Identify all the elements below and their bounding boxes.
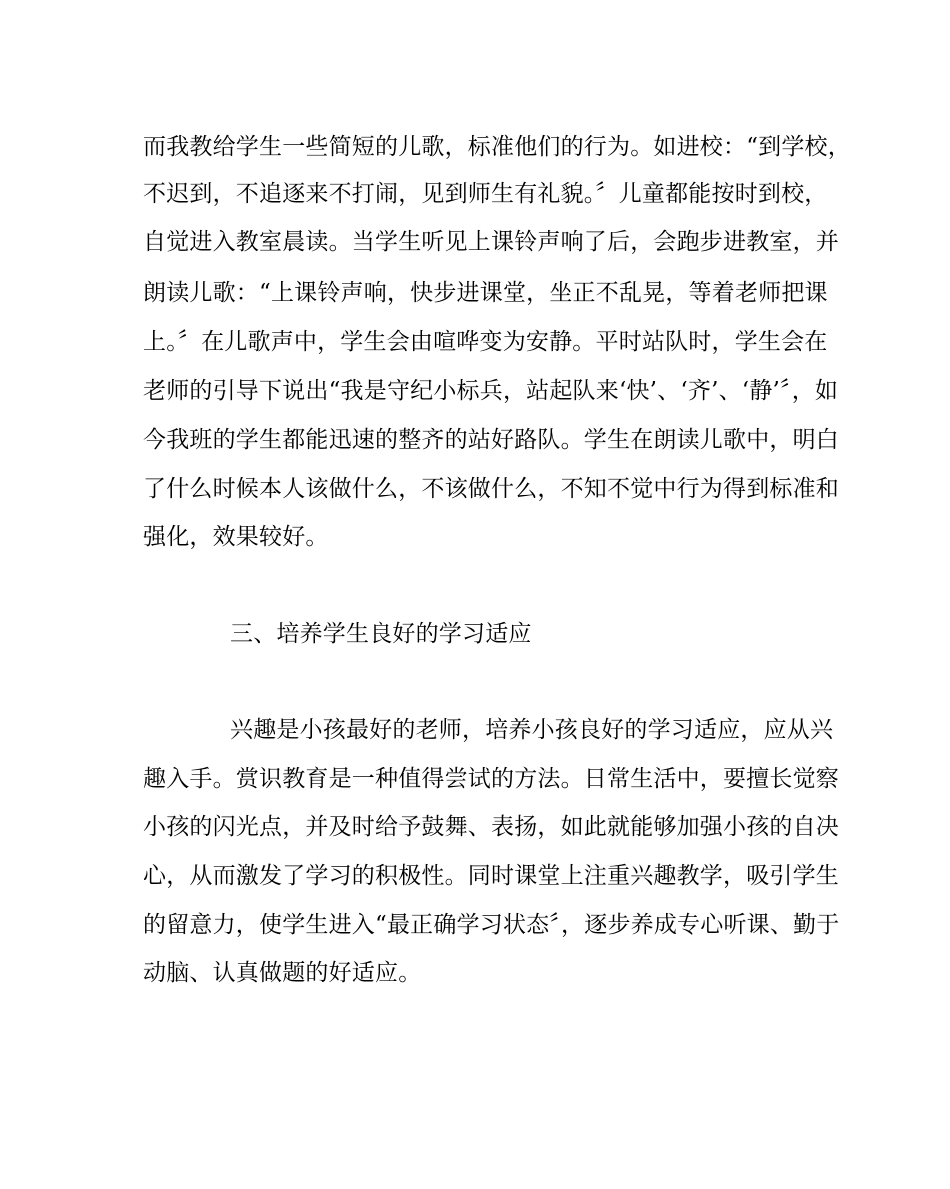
paragraph-2-line-4: 心，从而激发了学习的积极性。同时课堂上注重兴趣教学，吸引学生 xyxy=(143,863,839,889)
paragraph-1-line-5: 上。〞在儿歌声中，学生会由喧哗变为安静。平时站队时，学生会在 xyxy=(143,329,828,355)
paragraph-1-line-6: 老师的引导下说出“我是守纪小标兵，站起队来‘快’、‘齐’、‘静’〞，如 xyxy=(143,378,839,404)
paragraph-1-line-4: 朗读儿歌：“上课铃声响，快步进课堂，坐正不乱晃，等着老师把课 xyxy=(143,280,828,306)
paragraph-2-line-3: 小孩的闪光点，并及时给予鼓舞、表扬，如此就能够加强小孩的自决 xyxy=(143,814,839,840)
paragraph-2-line-2: 趣入手。赏识教育是一种值得尝试的方法。日常生活中，要擅长觉察 xyxy=(143,766,839,792)
paragraph-1-line-1: 而我教给学生一些简短的儿歌，标准他们的行为。如进校：“到学校， xyxy=(143,134,851,160)
paragraph-1-line-3: 自觉进入教室晨读。当学生听见上课铃声响了后，会跑步进教室，并 xyxy=(143,229,839,255)
paragraph-2-line-6: 动脑、认真做题的好适应。 xyxy=(143,960,422,986)
section-heading: 三、培养学生良好的学习适应 xyxy=(230,621,532,647)
paragraph-1-line-9: 强化，效果较好。 xyxy=(143,524,329,550)
paragraph-1-line-7: 今我班的学生都能迅速的整齐的站好路队。学生在朗读儿歌中，明白 xyxy=(143,427,839,453)
paragraph-2-line-1: 兴趣是小孩最好的老师，培养小孩良好的学习适应，应从兴 xyxy=(230,717,834,743)
paragraph-2-line-5: 的留意力，使学生进入“最正确学习状态〞，逐步养成专心听课、勤于 xyxy=(143,912,840,938)
paragraph-1-line-2: 不迟到，不追逐来不打闹，见到师生有礼貌。〞儿童都能按时到校， xyxy=(143,181,828,207)
paragraph-1-line-8: 了什么时候本人该做什么，不该做什么，不知不觉中行为得到标准和 xyxy=(143,476,839,502)
